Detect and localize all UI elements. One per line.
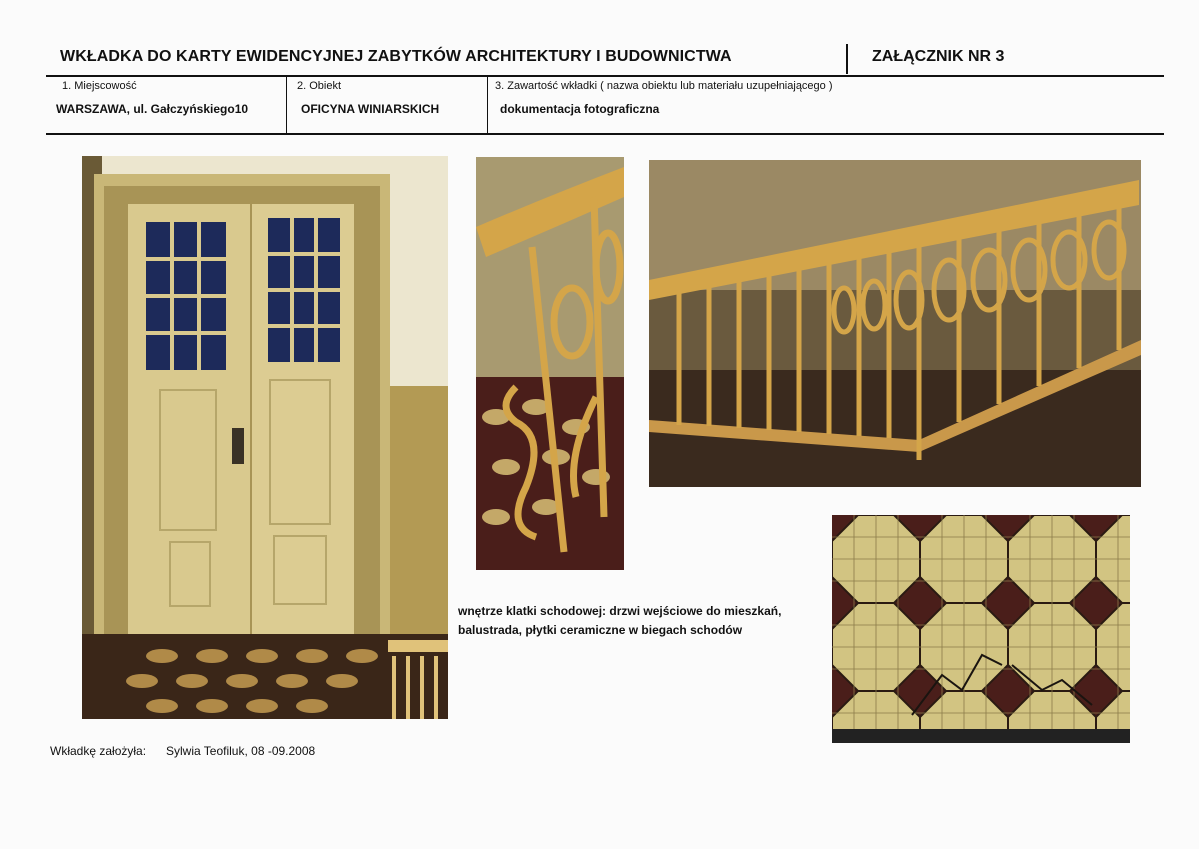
caption-line-2: balustrada, płytki ceramiczne w biegach schodów	[458, 623, 743, 637]
header-rule-top	[46, 75, 1164, 77]
page-title: WKŁADKA DO KARTY EWIDENCYJNEJ ZABYTKÓW ARCHITEKTURY I BUDOWNICTWA	[60, 48, 732, 65]
author-value: Sylwia Teofiluk, 08 -09.2008	[166, 744, 316, 758]
photo-entrance-doors	[82, 156, 448, 719]
field-divider-2	[487, 77, 488, 133]
photo-ceramic-tiles	[832, 515, 1130, 743]
photo-caption	[458, 602, 818, 640]
field-divider-1	[286, 77, 287, 133]
header-rule-bottom	[46, 133, 1164, 135]
photo-railing-detail	[476, 157, 624, 570]
author-label: Wkładkę założyła:	[50, 744, 147, 758]
title-divider	[846, 44, 848, 74]
locality-value: WARSZAWA, ul. Gałczyńskiego10	[56, 102, 249, 116]
photo-balustrade	[649, 160, 1141, 487]
content-label: 3. Zawartość wkładki ( nazwa obiektu lub materiału uzupełniającego )	[495, 80, 833, 92]
object-value: OFICYNA WINIARSKICH	[301, 102, 440, 116]
locality-label: 1. Miejscowość	[62, 80, 137, 92]
caption-line-1: wnętrze klatki schodowej: drzwi wejściowe do mieszkań,	[458, 604, 782, 618]
annex-number: ZAŁĄCZNIK NR 3	[872, 48, 1005, 65]
object-label: 2. Obiekt	[297, 80, 342, 92]
content-value: dokumentacja fotograficzna	[500, 102, 660, 116]
